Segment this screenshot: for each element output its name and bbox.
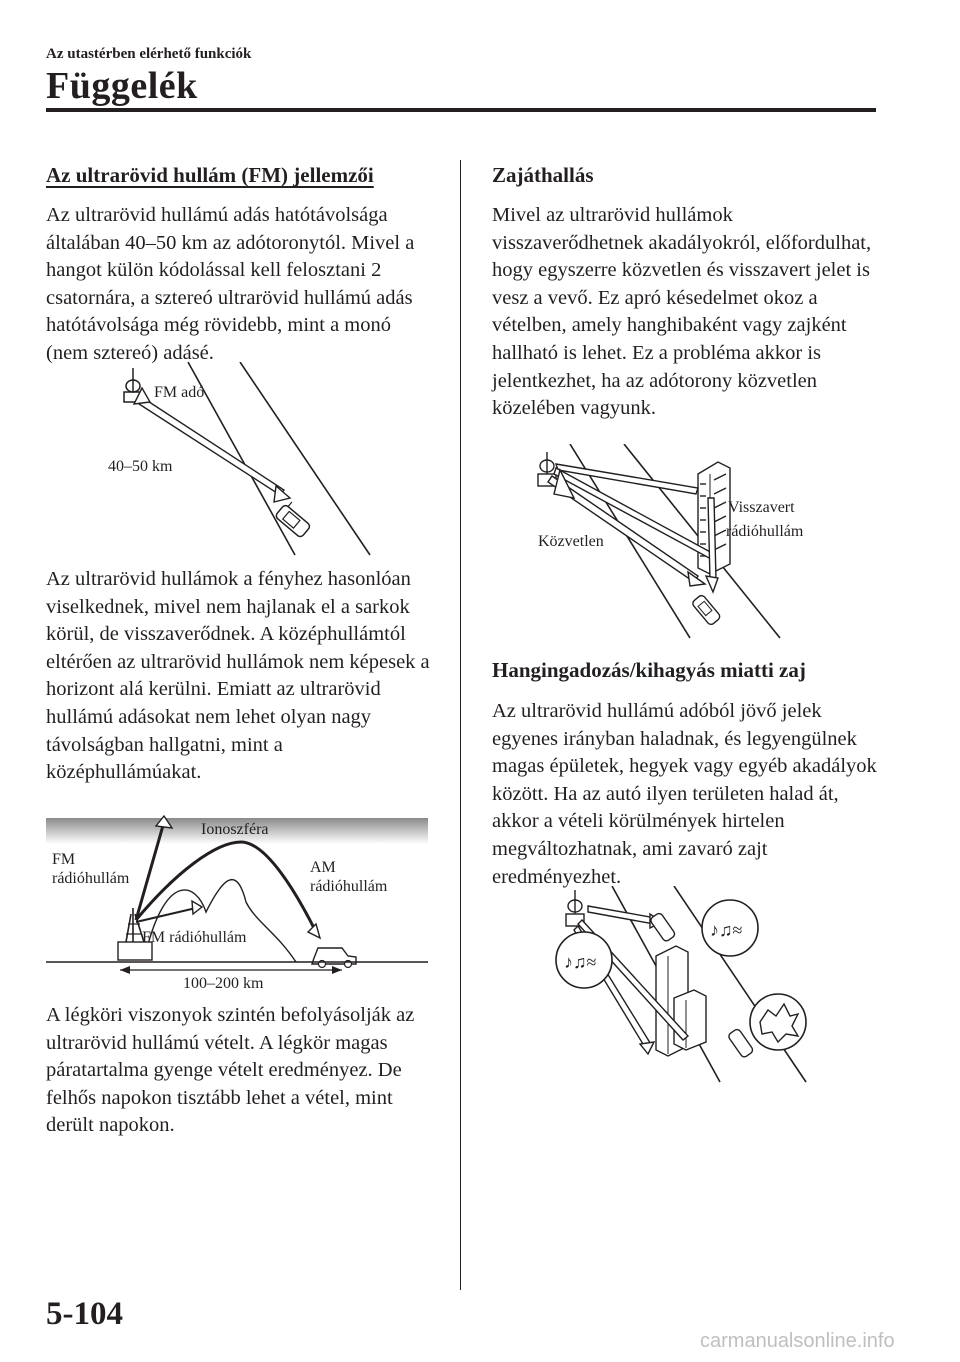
column-divider	[460, 160, 461, 1290]
paragraph-fm-behaviour: Az ultrarövid hullámok a fényhez hasonlóan viselkednek, mivel nem hajlanak el a sarkok körül, de visszaverődnek. A középhullámtól eltérően az ultrarövid hullámok nem képesek a horizont alá kerülni. Emiatt az ultrarövid hullámú adásokat nem lehet olyan nagy távolságban hallgatni, mint a középhullámúakat.	[46, 568, 430, 784]
car-icon	[275, 499, 315, 538]
paragraph-atmosphere: A légköri viszonyok szintén befolyásolják az ultrarövid hullámú vételt. A légkör magas páratartalma gyenge vételt eredményez. De felhős napokon tisztább lehet a vétel, mint derült napokon.	[46, 1004, 415, 1137]
svg-text:♪♫≈: ♪♫≈	[564, 952, 597, 972]
paragraph-multipath: Mivel az ultrarövid hullámok visszaverődhetnek akadályokról, előfordulhat, hogy egyszerre közvetlen és visszavert jelet is vesz a vevő. Ez apró késedelmet okoz a vételben, amely hanghibaként vagy zajként hallható is lehet. Ez a probléma akkor is jelentkezhet, ha az adótorony közvetlen közelében vagyunk.	[492, 204, 872, 420]
building-icon	[656, 946, 706, 1056]
fig3-label-reflected-1: Visszavert	[728, 499, 795, 516]
car-icon	[649, 912, 676, 942]
figure-ionosphere	[46, 812, 431, 992]
page-number: 5-104	[46, 1296, 123, 1332]
section-heading-multipath: Zajáthallás	[492, 163, 594, 187]
paragraph-fm-range: Az ultrarövid hullámú adás hatótávolsága általában 40–50 km az adótoronytól. Mivel a hangot külön kódolással kell felosztani 2 csatornára, a sztereó ultrarövid hullámú adás hatótávolsága még rövidebb, mint a monó (nem sztereó) adásé.	[46, 204, 415, 364]
noise-bubble-icon	[556, 932, 612, 988]
car-icon	[691, 594, 721, 626]
paragraph-fading: Az ultrarövid hullámú adóból jövő jelek egyenes irányban haladnak, és legyengülnek magas épületek, hegyek vagy egyéb akadályok között. Ha az autó ilyen területen halad át, akkor a vételi körülmények hirtelen megváltozhatnak, ami zavaró zajt eredményezhet.	[492, 700, 877, 888]
noise-burst-icon	[750, 994, 806, 1050]
fig2-label-am-1: AM	[310, 859, 336, 876]
noise-bubble-icon	[702, 900, 758, 956]
fig1-label-station: FM adó	[154, 384, 205, 401]
fig3-label-reflected-2: rádióhullám	[726, 523, 804, 540]
fig2-label-ionosphere: Ionoszféra	[201, 821, 269, 838]
svg-text:♪♫≈: ♪♫≈	[710, 920, 743, 940]
figure-fm-range	[100, 362, 390, 557]
header-rule	[46, 108, 876, 112]
section-heading-fading: Hangingadozás/kihagyás miatti zaj	[492, 658, 806, 682]
fig2-label-am-2: rádióhullám	[310, 878, 388, 895]
mountain-outline	[146, 880, 296, 962]
figure-multipath	[530, 444, 860, 640]
fig2-label-distance: 100–200 km	[183, 975, 264, 992]
fig2-label-fm-1: FM	[52, 851, 76, 868]
fig2-label-fm-2: rádióhullám	[52, 870, 130, 887]
chapter-title: Függelék	[46, 65, 198, 107]
car-icon	[727, 1028, 754, 1058]
footer-watermark: carmanualsonline.info	[700, 1330, 895, 1352]
fig2-label-fm-bottom: FM rádióhullám	[142, 929, 247, 946]
figure-fading	[548, 886, 818, 1086]
fig1-label-range: 40–50 km	[108, 458, 173, 475]
fig3-label-direct: Közvetlen	[538, 533, 604, 550]
section-heading-fm: Az ultrarövid hullám (FM) jellemzői	[46, 163, 374, 187]
car-icon	[312, 948, 356, 968]
breadcrumb: Az utastérben elérhető funkciók	[46, 46, 252, 62]
